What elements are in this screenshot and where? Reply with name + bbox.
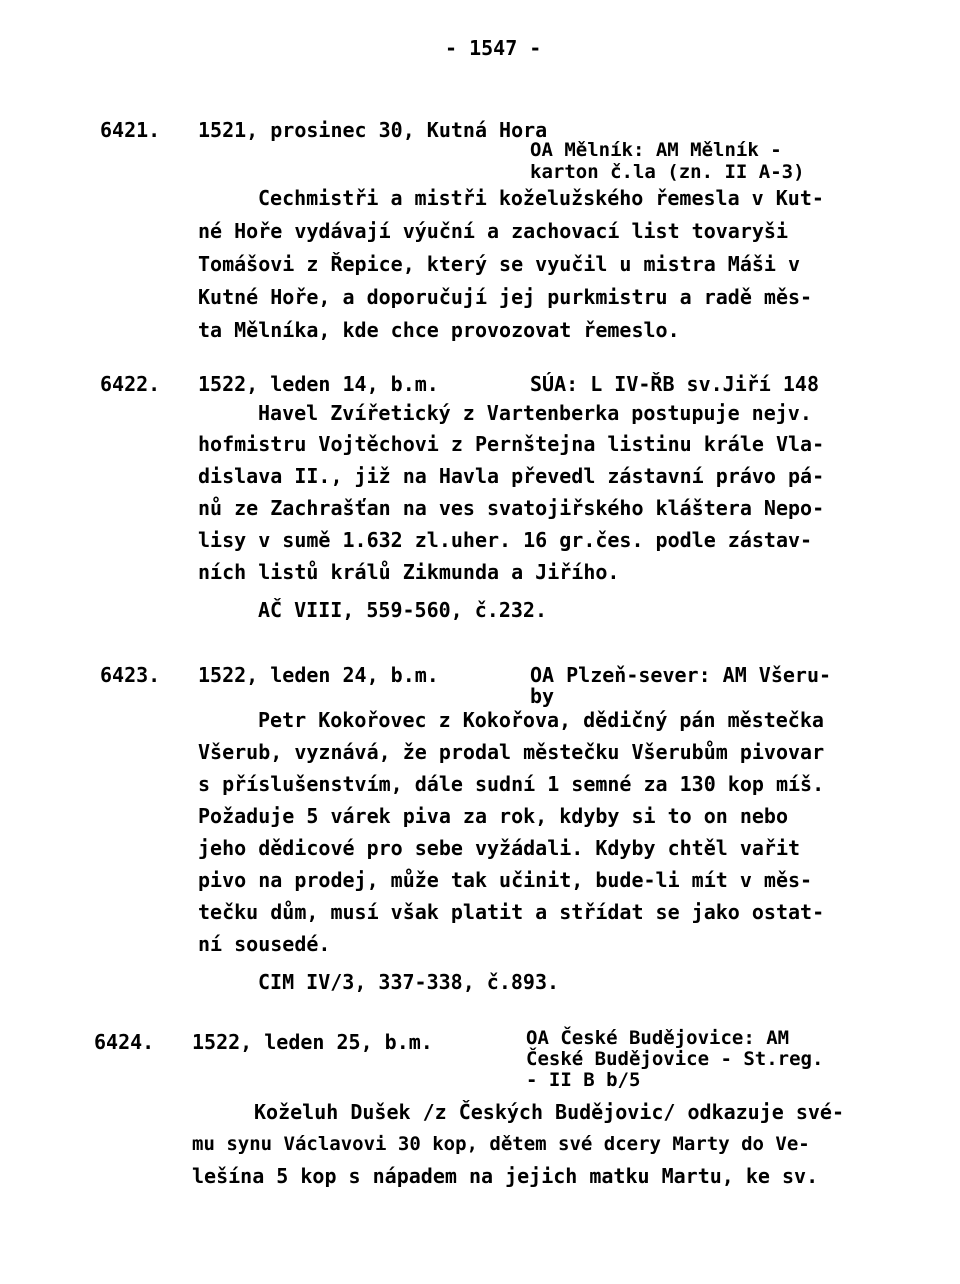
entry-source-line: SÚA: L IV-ŘB sv.Jiří 148	[530, 372, 819, 396]
entry-source-line: - II B b/5	[526, 1069, 641, 1091]
entry-number: 6421.	[100, 118, 161, 142]
entry-body-line: mu synu Václavovi 30 kop, dětem své dcery Marty do Ve-	[192, 1133, 810, 1155]
entry-date: 1521, prosinec 30, Kutná Hora	[198, 118, 548, 142]
entry-source-line: by	[530, 684, 555, 708]
entry-body-line: Havel Zvířetický z Vartenberka postupuje nejv.	[258, 401, 812, 425]
entry-source-line: OA Plzeň-sever: AM Všeru-	[530, 663, 832, 687]
entry-body-line: Petr Kokořovec z Kokořova, dědičný pán městečka	[258, 708, 824, 732]
entry-body-line: lisy v sumě 1.632 zl.uher. 16 gr.čes. podle zástav-	[198, 528, 813, 552]
entry-body-line: Kutné Hoře, a doporučují jej purkmistru a radě měs-	[198, 285, 813, 309]
entry-body-line: ní sousedé.	[198, 932, 331, 956]
entry-body-line: Požaduje 5 várek piva za rok, kdyby si to on nebo	[198, 804, 789, 828]
page-number: - 1547 -	[445, 36, 542, 60]
entry-body-line: né Hoře vydávají výuční a zachovací list tovaryši	[198, 219, 789, 243]
entry-source-line: karton č.la (zn. II A-3)	[530, 161, 805, 183]
entry-body-line: Tomášovi z Řepice, který se vyučil u mistra Máši v	[198, 252, 801, 276]
entry-source-line: České Budějovice - St.reg.	[526, 1048, 824, 1070]
entry-date: 1522, leden 24, b.m.	[198, 663, 439, 687]
entry-reference: CIM IV/3, 337-338, č.893.	[258, 970, 560, 994]
entry-body-line: lešína 5 kop s nápadem na jejich matku Martu, ke sv.	[192, 1164, 819, 1188]
entry-body-line: Všerub, vyznává, že prodal městečku Všerubům pivovar	[198, 740, 825, 764]
entry-body-line: pivo na prodej, může tak učinit, bude-li mít v měs-	[198, 868, 813, 892]
entry-number: 6422.	[100, 372, 161, 396]
entry-body-line: tečku dům, musí však platit a střídat se jako ostat-	[198, 900, 825, 924]
entry-body-line: jeho dědicové pro sebe vyžádali. Kdyby chtěl vařit	[198, 836, 801, 860]
entry-date: 1522, leden 14, b.m.	[198, 372, 439, 396]
entry-date: 1522, leden 25, b.m.	[192, 1030, 433, 1054]
entry-number: 6423.	[100, 663, 161, 687]
entry-body-line: dislava II., již na Havla převedl zástavní právo pá-	[198, 464, 825, 488]
entry-body-line: ních listů králů Zikmunda a Jiřího.	[198, 560, 620, 584]
entry-body-line: ta Mělníka, kde chce provozovat řemeslo.	[198, 318, 680, 342]
entry-reference: AČ VIII, 559-560, č.232.	[258, 598, 547, 622]
entry-body-line: Koželuh Dušek /z Českých Budějovic/ odkazuje své-	[254, 1100, 845, 1124]
entry-source-line: OA Mělník: AM Mělník -	[530, 139, 782, 161]
entry-source-line: OA České Budějovice: AM	[526, 1027, 790, 1049]
entry-number: 6424.	[94, 1030, 155, 1054]
entry-body-line: hofmistru Vojtěchovi z Pernštejna listinu krále Vla-	[198, 432, 825, 456]
entry-body-line: nů ze Zachrašťan na ves svatojiřského kláštera Nepo-	[198, 496, 825, 520]
entry-body-line: Cechmistři a mistři koželužského řemesla v Kut-	[258, 186, 824, 210]
entry-body-line: s příslušenstvím, dále sudní 1 semné za 130 kop míš.	[198, 772, 825, 796]
